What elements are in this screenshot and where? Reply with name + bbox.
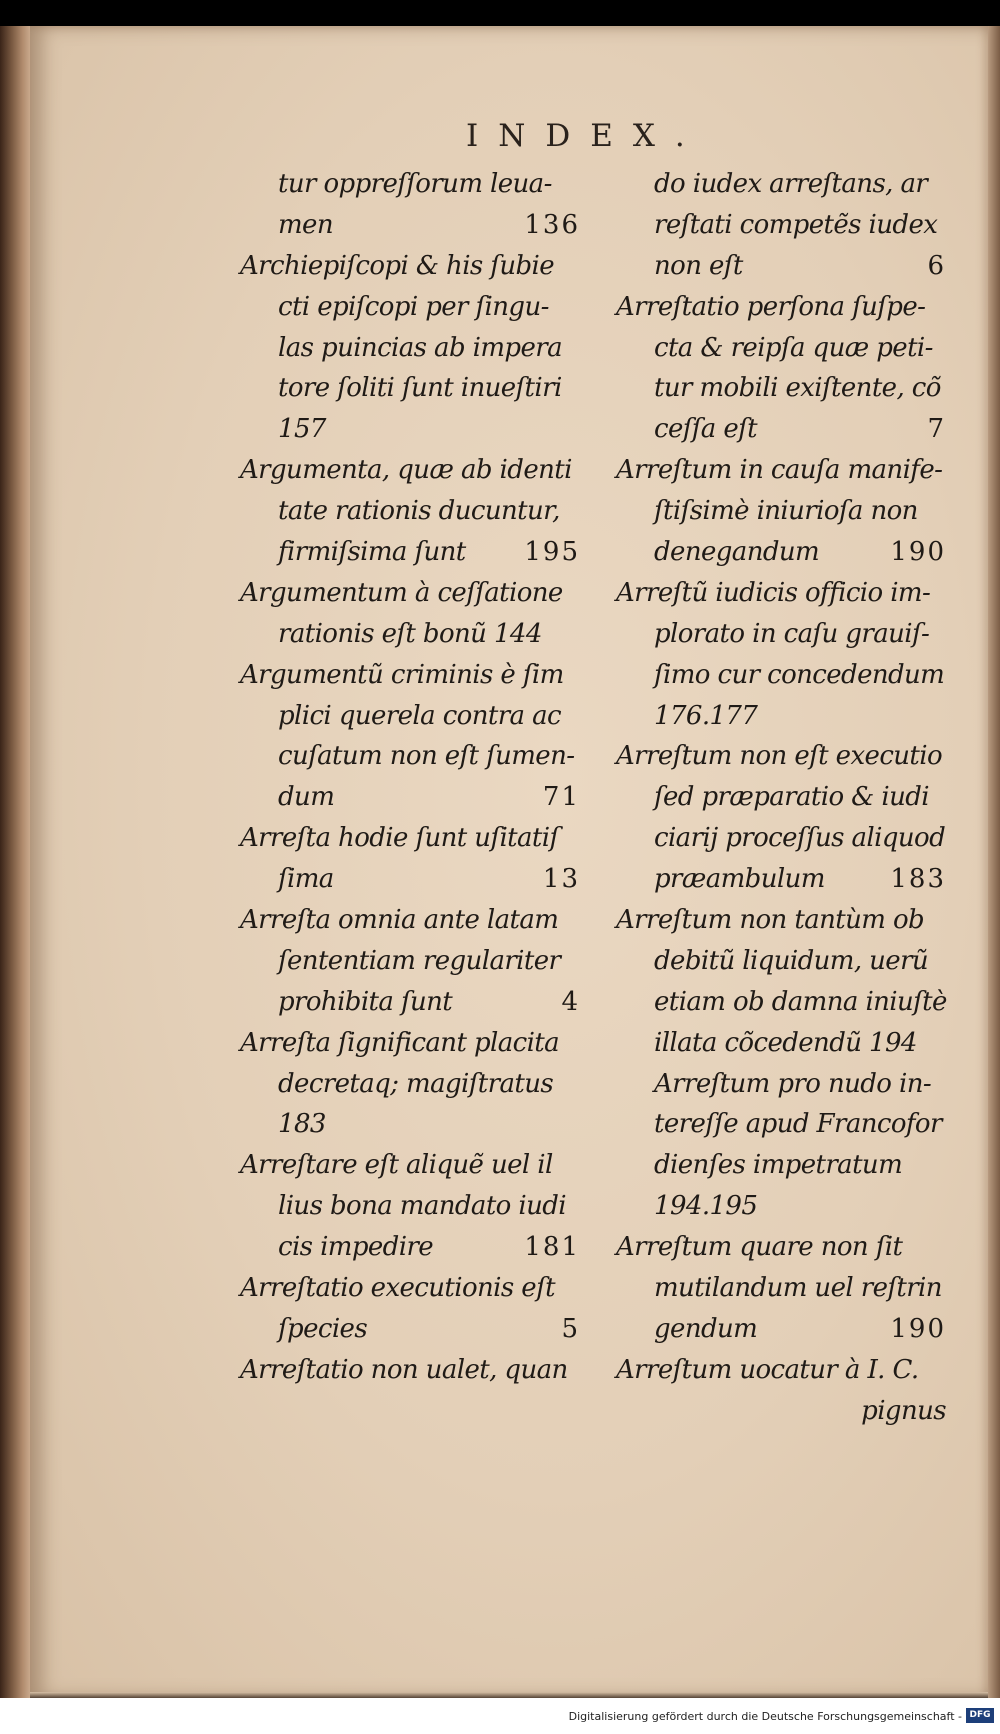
index-line <box>616 900 946 941</box>
index-line <box>240 982 580 1023</box>
index-entry-text: tur oppreſſorum leua- <box>278 169 552 199</box>
index-entry-text: Arreſtum quare non ſit <box>616 1232 903 1263</box>
index-line <box>240 818 580 859</box>
index-line <box>240 1145 580 1186</box>
index-entry-text: ſed præparatio & iudi <box>654 782 930 813</box>
index-entry-text: Argumentum à ceſſatione <box>240 577 563 608</box>
index-page-number: 71 <box>542 782 580 813</box>
index-entry-text: illata cõcedendũ 194 <box>654 1027 917 1058</box>
index-entry-text: Arreſtatio perſona ſuſpe- <box>616 291 926 322</box>
index-line <box>616 287 946 328</box>
index-entry-text: dum <box>278 782 335 813</box>
book-spine-edge <box>0 26 30 1698</box>
index-line <box>240 1064 580 1105</box>
index-entry-text: gendum <box>654 1313 758 1344</box>
index-line <box>616 328 946 369</box>
index-entry-text: firmiſsima ſunt <box>278 537 466 568</box>
index-entry-text: 183 <box>278 1109 326 1140</box>
index-entry-text: Arreſta ſignificant placita <box>240 1027 560 1058</box>
index-entry-text: ceſſa eſt <box>654 414 758 445</box>
index-line <box>616 696 946 737</box>
index-line <box>616 655 946 696</box>
index-page-number: 4 <box>561 986 580 1017</box>
index-entry-text: ſpecies <box>278 1313 368 1344</box>
index-line <box>240 777 580 818</box>
index-line <box>616 1268 946 1309</box>
index-line <box>616 818 946 859</box>
index-entry-text: Arreſtum non tantùm ob <box>616 905 925 936</box>
index-line <box>240 409 580 450</box>
index-line <box>616 1227 946 1268</box>
index-entry-text: ciarij proceſſus aliquod <box>654 823 946 854</box>
index-line <box>240 205 580 246</box>
index-entry-text: las puincias ab impera <box>278 332 562 363</box>
index-entry-text: men <box>278 209 333 240</box>
index-entry-text: Arreſtũ iudicis officio im- <box>616 577 931 608</box>
index-entry-text: Arreſta omnia ante latam <box>240 905 559 936</box>
page-header: INDEX. <box>466 118 705 154</box>
index-page-number: 6 <box>927 250 946 281</box>
index-entry-text: cta & reipſa quæ peti- <box>654 332 933 363</box>
index-line <box>616 532 946 573</box>
index-entry-text: 176.177 <box>654 700 758 731</box>
index-line <box>240 1186 580 1227</box>
index-line <box>616 164 946 205</box>
index-line <box>240 1104 580 1145</box>
index-line <box>616 1023 946 1064</box>
index-line <box>616 1145 946 1186</box>
index-entry-text: mutilandum uel reſtrin <box>654 1273 942 1304</box>
index-line <box>616 1350 946 1391</box>
index-entry-text: Arreſtum in cauſa manife- <box>616 455 943 486</box>
index-line <box>240 655 580 696</box>
index-entry-text: cuſatum non eſt ſumen- <box>278 741 575 772</box>
index-entry-text: Arreſtum pro nudo in- <box>654 1068 932 1099</box>
index-entry-text: debitũ liquidum, uerũ <box>654 945 929 976</box>
index-line <box>616 941 946 982</box>
index-page-number: 136 <box>524 209 580 240</box>
index-entry-text: tereſſe apud Francofor <box>654 1109 942 1140</box>
index-entry-text: rationis eſt bonũ 144 <box>278 618 542 649</box>
index-line <box>240 1309 580 1350</box>
index-entry-text: Archiepiſcopi & his ſubie <box>240 250 555 281</box>
index-page-number: 7 <box>927 414 946 445</box>
index-entry-text: lius bona mandato iudi <box>278 1191 567 1222</box>
index-entry-text: etiam ob damna iniuſtè <box>654 986 947 1017</box>
index-left-column <box>240 164 580 1391</box>
index-entry-text: prohibita ſunt <box>278 986 453 1017</box>
index-entry-text: tur mobili exiſtente, cõ <box>654 373 941 404</box>
index-page-number: 190 <box>890 537 946 568</box>
index-line <box>240 491 580 532</box>
index-page-number: 181 <box>524 1232 580 1263</box>
index-line <box>616 614 946 655</box>
index-line <box>240 1268 580 1309</box>
index-entry-text: ſimo cur concedendum <box>654 659 945 690</box>
index-entry-text: Arreſtum non eſt executio <box>616 741 943 772</box>
index-line <box>240 696 580 737</box>
index-entry-text: ſententiam regulariter <box>278 945 561 976</box>
index-line <box>240 246 580 287</box>
index-line <box>616 982 946 1023</box>
index-entry-text: præambulum <box>654 864 825 895</box>
index-line <box>616 1391 946 1432</box>
index-line <box>616 1186 946 1227</box>
index-line <box>240 164 580 205</box>
index-line <box>240 900 580 941</box>
index-entry-text: Arreſta hodie ſunt uſitatiſ <box>240 823 559 854</box>
index-right-column <box>616 164 946 1432</box>
scan-top-border <box>0 0 1000 26</box>
index-page-number: 5 <box>561 1313 580 1344</box>
index-line <box>616 1104 946 1145</box>
index-line <box>240 1227 580 1268</box>
index-entry-text: decretaq; magiſtratus <box>278 1068 554 1099</box>
index-line <box>616 1064 946 1105</box>
index-line <box>240 1350 580 1391</box>
index-entry-text: plici querela contra ac <box>278 700 561 731</box>
index-line <box>616 409 946 450</box>
index-entry-text: Arreſtare eſt aliquẽ uel il <box>240 1150 553 1181</box>
index-line <box>240 614 580 655</box>
dfg-logo-icon: DFG <box>966 1708 994 1723</box>
index-line <box>616 246 946 287</box>
index-page-number: 183 <box>890 864 946 895</box>
index-entry-text: Argumentũ criminis è ſim <box>240 659 564 690</box>
index-entry-text: dienſes impetratum <box>654 1150 903 1181</box>
index-line <box>240 859 580 900</box>
index-entry-text: cis impedire <box>278 1232 434 1263</box>
index-line <box>240 736 580 777</box>
index-entry-text: cti epiſcopi per ſingu- <box>278 291 549 322</box>
index-page-number: 195 <box>524 537 580 568</box>
index-entry-text: pignus <box>861 1395 946 1426</box>
index-page-number: 190 <box>890 1313 946 1344</box>
index-line <box>616 491 946 532</box>
index-line <box>616 777 946 818</box>
index-line <box>240 1023 580 1064</box>
index-line <box>240 941 580 982</box>
index-line <box>240 532 580 573</box>
index-entry-text: denegandum <box>654 537 820 568</box>
footer-credit: Digitalisierung gefördert durch die Deutsche Forschungsgemeinschaft - <box>568 1710 962 1723</box>
index-entry-text: 194.195 <box>654 1191 758 1222</box>
page-right-edge <box>988 26 1000 1698</box>
index-line <box>616 736 946 777</box>
index-entry-text: ſima <box>278 864 334 895</box>
index-entry-text: Arreſtatio executionis eſt <box>240 1273 555 1304</box>
index-entry-text: Argumenta, quæ ab identi <box>240 455 572 486</box>
index-line <box>616 368 946 409</box>
index-entry-text: ſtiſsimè iniurioſa non <box>654 496 918 527</box>
index-entry-text: reſtati competẽs iudex <box>654 209 938 240</box>
index-line <box>616 573 946 614</box>
index-line <box>240 573 580 614</box>
index-page-number: 13 <box>542 864 580 895</box>
index-entry-text: tate rationis ducuntur, <box>278 496 560 527</box>
index-entry-text: plorato in caſu grauiſ- <box>654 618 930 649</box>
index-entry-text: non eſt <box>654 250 743 281</box>
index-line <box>616 450 946 491</box>
index-line <box>240 368 580 409</box>
index-entry-text: do iudex arreſtans, ar <box>654 169 928 199</box>
index-line <box>240 287 580 328</box>
index-line <box>616 205 946 246</box>
index-entry-text: Arreſtatio non ualet, quan <box>240 1354 568 1385</box>
index-line <box>240 328 580 369</box>
index-line <box>616 1309 946 1350</box>
index-entry-text: tore ſoliti ſunt inueſtiri <box>278 373 562 404</box>
index-line <box>616 859 946 900</box>
index-line <box>240 450 580 491</box>
index-entry-text: 157 <box>278 414 326 445</box>
index-entry-text: Arreſtum uocatur à I. C. <box>616 1354 919 1385</box>
